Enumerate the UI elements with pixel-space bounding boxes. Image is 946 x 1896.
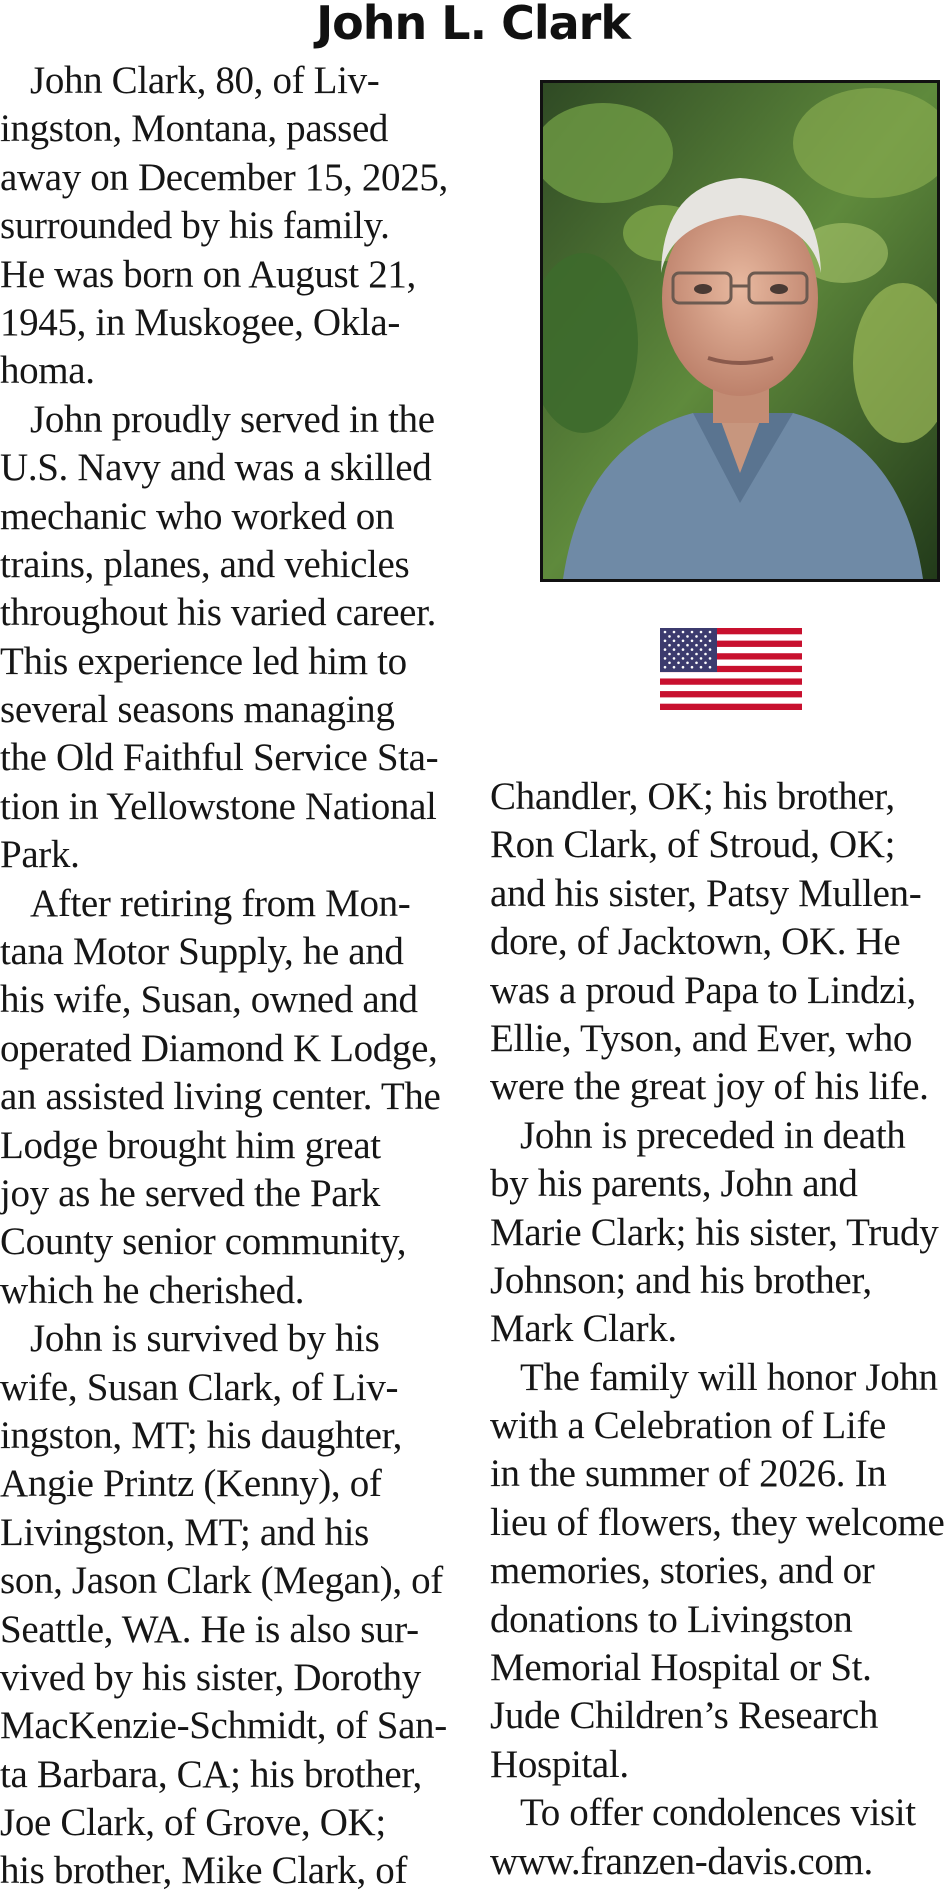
text-line: After retiring from Mon- (30, 881, 411, 925)
flag-star (673, 666, 676, 669)
text-line: MacKenzie-Schmidt, of San- (0, 1704, 447, 1748)
text-line: John is survived by his (30, 1317, 380, 1361)
flag-star (682, 657, 685, 660)
text-line: vived by his sister, Dorothy (0, 1655, 421, 1699)
flag-star (664, 657, 667, 660)
text-line: U.S. Navy and was a skilled (0, 446, 432, 490)
text-line: trains, planes, and vehicles (0, 542, 410, 586)
text-line: Ron Clark, of Stroud, OK; (490, 823, 896, 867)
flag-star (691, 648, 694, 651)
flag-stripe (660, 685, 802, 692)
flag-star (704, 662, 707, 665)
flag-star (700, 631, 703, 634)
text-line: tion in Yellowstone National (0, 784, 437, 828)
text-line: Hospital. (490, 1742, 629, 1786)
text-line: Johnson; and his brother, (490, 1258, 872, 1302)
flag-star (682, 666, 685, 669)
text-line: Memorial Hospital or St. (490, 1646, 872, 1690)
flag-stripe (660, 704, 802, 710)
flag-star (691, 640, 694, 643)
text-line: ingston, MT; his daughter, (0, 1413, 403, 1457)
text-line: To offer condolences visit (520, 1791, 916, 1835)
flag-star (695, 653, 698, 656)
text-line: The family will honor John (520, 1355, 938, 1399)
text-line: Ellie, Tyson, and Ever, who (490, 1016, 913, 1060)
flag-star (700, 648, 703, 651)
flag-star (686, 653, 689, 656)
text-line: the Old Faithful Service Sta- (0, 736, 439, 780)
text-line: son, Jason Clark (Megan), of (0, 1559, 443, 1603)
us-flag-icon (660, 628, 802, 710)
text-line: homa. (0, 349, 95, 393)
text-line: Park. (0, 833, 80, 877)
flag-star (686, 644, 689, 647)
text-line: Angie Printz (Kenny), of (0, 1462, 382, 1506)
flag-star (709, 640, 712, 643)
text-line: lieu of flowers, they welcome (490, 1500, 945, 1544)
flag-star (700, 657, 703, 660)
flag-star (704, 653, 707, 656)
flag-star (668, 644, 671, 647)
text-line: with a Celebration of Life (490, 1404, 886, 1448)
flag-stripe (660, 678, 802, 685)
text-line: John proudly served in the (30, 397, 435, 441)
text-line: John is preceded in death (520, 1113, 906, 1157)
text-line: an assisted living center. The (0, 1075, 441, 1119)
flag-star (709, 666, 712, 669)
text-line: dore, of Jacktown, OK. He (490, 920, 901, 964)
flag-star (668, 635, 671, 638)
flag-star (704, 635, 707, 638)
flag-star (700, 640, 703, 643)
text-line: tana Motor Supply, he and (0, 930, 404, 974)
text-line: which he cherished. (0, 1268, 305, 1312)
text-line: mechanic who worked on (0, 494, 395, 538)
flag-star (673, 657, 676, 660)
obituary-title: John L. Clark (316, 0, 630, 50)
text-line: several seasons managing (0, 688, 395, 732)
text-line: joy as he served the Park (0, 1171, 381, 1215)
flag-star (704, 644, 707, 647)
text-line: his brother, Mike Clark, of (0, 1849, 408, 1893)
text-line: This experience led him to (0, 639, 407, 683)
flag-star (673, 640, 676, 643)
flag-star (691, 657, 694, 660)
portrait-illustration (543, 83, 937, 579)
flag-stripe (660, 691, 802, 698)
flag-star (673, 648, 676, 651)
flag-star (673, 631, 676, 634)
flag-star (691, 631, 694, 634)
flag-star (691, 666, 694, 669)
text-line: was a proud Papa to Lindzi, (490, 968, 916, 1012)
obituary-text-left-column (0, 57, 470, 1896)
flag-star (682, 648, 685, 651)
portrait-photo (540, 80, 940, 582)
text-line: and his sister, Patsy Mullen- (490, 871, 922, 915)
flag-star (664, 666, 667, 669)
text-line: away on December 15, 2025, (0, 155, 448, 199)
flag-star (677, 653, 680, 656)
obituary-text-right-column (490, 773, 946, 1886)
text-line: by his parents, John and (490, 1162, 858, 1206)
text-line: Lodge brought him great (0, 1123, 381, 1167)
flag-star (686, 662, 689, 665)
flag-star (700, 666, 703, 669)
text-line: Mark Clark. (490, 1307, 677, 1351)
flag-stripe (660, 697, 802, 704)
flag-star (664, 648, 667, 651)
flag-star (682, 631, 685, 634)
flag-star (668, 662, 671, 665)
flag-star (668, 653, 671, 656)
text-line: ta Barbara, CA; his brother, (0, 1752, 422, 1796)
text-line: www.franzen-davis.com. (490, 1839, 873, 1883)
text-line: Marie Clark; his sister, Trudy (490, 1210, 939, 1254)
text-line: surrounded by his family. (0, 204, 390, 248)
text-line: County senior community, (0, 1220, 407, 1264)
flag-star (677, 644, 680, 647)
flag-star (677, 662, 680, 665)
text-line: donations to Livingston (490, 1597, 853, 1641)
text-line: throughout his varied career. (0, 591, 437, 635)
flag-star (664, 631, 667, 634)
text-line: Chandler, OK; his brother, (490, 775, 895, 818)
flag-star (664, 640, 667, 643)
flag-star (709, 648, 712, 651)
text-line: Joe Clark, of Grove, OK; (0, 1801, 386, 1845)
text-line: memories, stories, and or (490, 1549, 875, 1593)
text-line: ingston, Montana, passed (0, 107, 389, 151)
flag-star (677, 635, 680, 638)
flag-star (695, 644, 698, 647)
text-line: He was born on August 21, (0, 252, 416, 296)
text-line: 1945, in Muskogee, Okla- (0, 300, 400, 344)
flag-stripe (660, 672, 802, 679)
text-line: operated Diamond K Lodge, (0, 1026, 438, 1070)
flag-star (695, 635, 698, 638)
text-line: were the great joy of his life. (490, 1065, 929, 1109)
flag-star (695, 662, 698, 665)
text-line: Livingston, MT; and his (0, 1510, 369, 1554)
flag-star (709, 657, 712, 660)
flag-star (686, 635, 689, 638)
text-line: Jude Children’s Research (490, 1694, 878, 1738)
flag-star (682, 640, 685, 643)
text-line: in the summer of 2026. In (490, 1452, 887, 1496)
text-line: John Clark, 80, of Liv- (30, 59, 380, 102)
text-line: Seattle, WA. He is also sur- (0, 1607, 419, 1651)
text-line: his wife, Susan, owned and (0, 978, 418, 1022)
text-line: wife, Susan Clark, of Liv- (0, 1365, 399, 1409)
flag-star (709, 631, 712, 634)
